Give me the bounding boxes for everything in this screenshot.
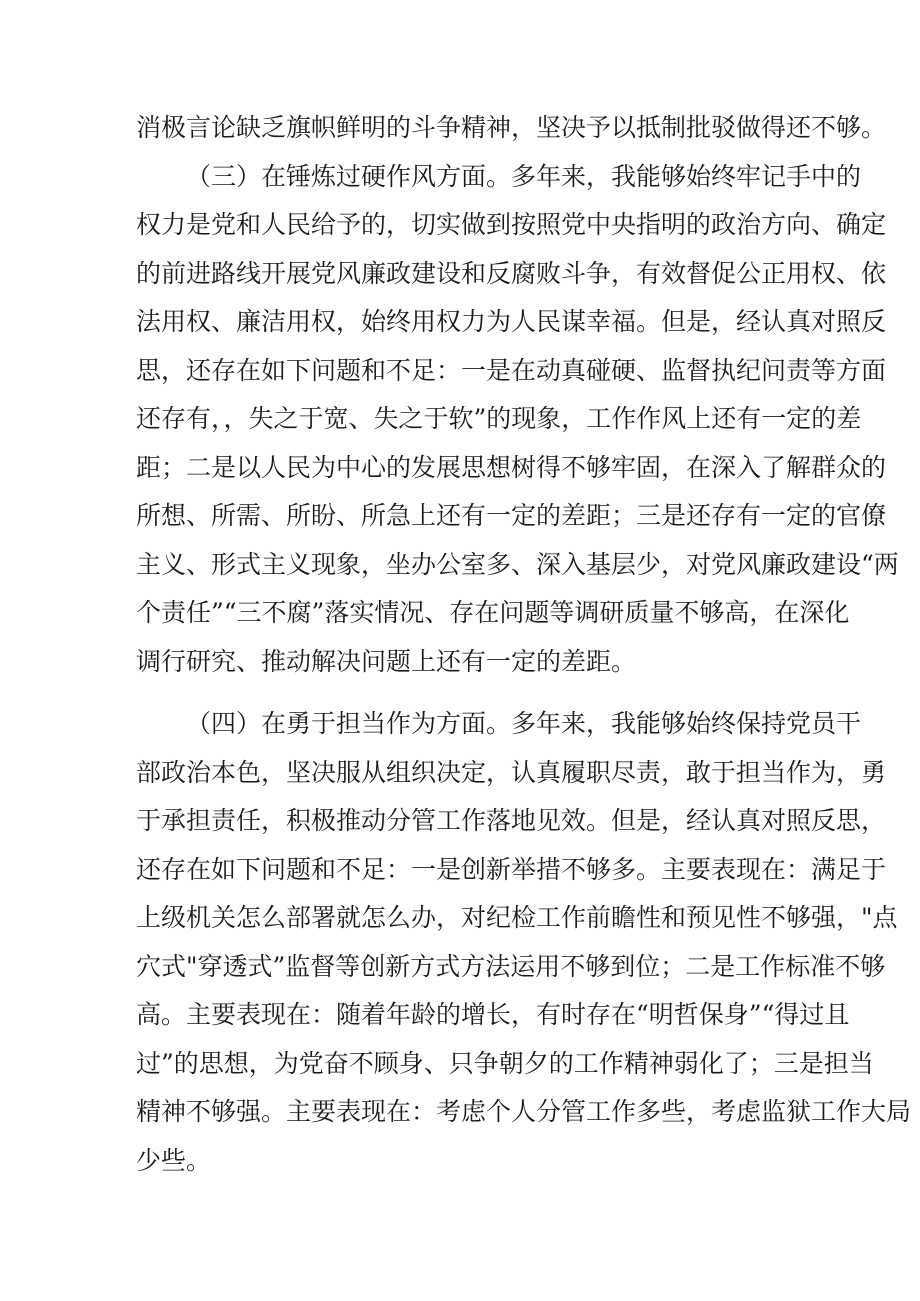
text-line: 距；二是以人民为中心的发展思想树得不够牢固，在深入了解群众的 bbox=[136, 452, 887, 482]
paragraph-heading-3: （三）在锤炼过硬作风方面。多年来，我能够始终牢记手中的 bbox=[186, 161, 862, 191]
text-line: 主义、形式主义现象，坐办公室多、深入基层少，对党风廉政建设“两 bbox=[136, 549, 899, 579]
paragraph-gap bbox=[136, 686, 792, 700]
text-line: 法用权、廉洁用权，始终用权力为人民谋幸福。但是，经认真对照反 bbox=[136, 307, 887, 336]
text-line: 高。主要表现在：随着年龄的增长，有时存在“明哲保身”“得过且 bbox=[136, 1000, 850, 1029]
text-line: 部政治本色，坚决服从组织决定，认真履职尽责，敢于担当作为，勇 bbox=[136, 757, 887, 787]
paragraph-heading-4: （四）在勇于担当作为方面。多年来，我能够始终保持党员干 bbox=[186, 709, 862, 738]
text-line: 的前进路线开展党风廉政建设和反腐败斗争，有效督促公正用权、依 bbox=[136, 258, 887, 288]
text-line: 消极言论缺乏旗帜鲜明的斗争精神，坚决予以抵制批驳做得还不够。 bbox=[136, 113, 887, 142]
body-text bbox=[136, 104, 912, 1185]
text-line: 还存有，，失之于宽、失之于软”的现象，工作作风上还有一定的差 bbox=[136, 404, 862, 433]
text-line: 上级机关怎么部署就怎么办，对纪检工作前瞻性和预见性不够强，"点 bbox=[136, 903, 898, 932]
text-line: 过”的思想，为党奋不顾身、只争朝夕的工作精神弱化了；三是担当 bbox=[136, 1048, 874, 1078]
text-line: 还存在如下问题和不足：一是创新举措不够多。主要表现在：满足于 bbox=[136, 854, 887, 884]
text-line: 于承担责任，积极推动分管工作落地见效。但是，经认真对照反思， bbox=[136, 806, 887, 835]
text-line: 调行研究、推动解决问题上还有一定的差距。 bbox=[136, 646, 637, 676]
text-line: 穴式"穿透式”监督等创新方式方法运用不够到位；二是工作标准不够 bbox=[136, 951, 886, 981]
text-line: 精神不够强。主要表现在：考虑个人分管工作多些，考虑监狱工作大局 bbox=[136, 1097, 912, 1126]
text-line: 所想、所需、所盼、所急上还有一定的差距；三是还存有一定的官僚 bbox=[136, 501, 887, 530]
text-line: 个责任”“三不腐”落实情况、存在问题等调研质量不够高，在深化 bbox=[136, 598, 850, 627]
text-line: 少些。 bbox=[136, 1145, 212, 1175]
text-line: 思，还存在如下问题和不足：一是在动真碰硬、监督执纪问责等方面 bbox=[136, 355, 887, 385]
text-line: 权力是党和人民给予的，切实做到按照党中央指明的政治方向、确定 bbox=[136, 210, 887, 239]
